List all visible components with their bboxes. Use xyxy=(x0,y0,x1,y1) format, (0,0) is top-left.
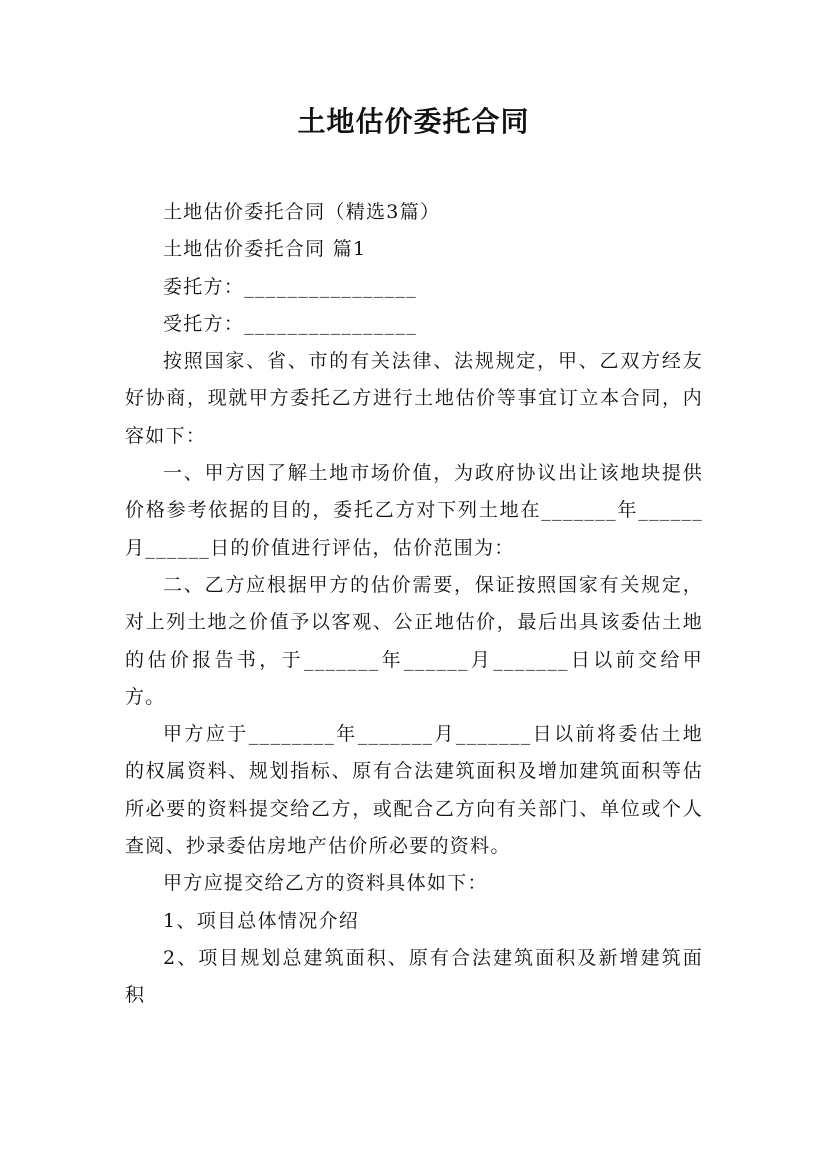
client-party-line: 委托方：________________ xyxy=(163,275,417,298)
list-item: 2、项目规划总建筑面积、原有合法建筑面积及新增建筑面积 xyxy=(125,946,703,1007)
document-body xyxy=(125,194,703,1015)
clause-two-paragraph: 二、乙方应根据甲方的估价需要，保证按照国家有关规定，对上列土地之价值予以客观、公正地估价，最后出具该委估土地的估价报告书，于_______年______月_______日以前交给甲方。 xyxy=(125,573,703,708)
materials-intro-paragraph: 甲方应提交给乙方的资料具体如下： xyxy=(163,872,488,895)
trustee-party-line: 受托方：________________ xyxy=(163,312,417,335)
subtitle-paragraph: 土地估价委托合同（精选3篇） xyxy=(163,201,441,223)
document-title: 土地估价委托合同 xyxy=(297,105,530,138)
preamble-paragraph: 按照国家、省、市的有关法律、法规规定，甲、乙双方经友好协商，现就甲方委托乙方进行土地估价等事宜订立本合同，内容如下： xyxy=(125,350,703,447)
section-heading: 土地估价委托合同 篇1 xyxy=(163,238,367,261)
party-a-materials-paragraph: 甲方应于________年_______月_______日以前将委估土地的权属资料、规划指标、原有合法建筑面积及增加建筑面积等估所必要的资料提交给乙方，或配合乙方向有关部门、单位或个人查阅、抄录委估房地产估价所必要的资料。 xyxy=(125,723,703,858)
clause-one-paragraph: 一、甲方因了解土地市场价值，为政府协议出让该地块提供价格参考依据的目的，委托乙方对下列土地在_______年______月______日的价值进行评估，估价范围为： xyxy=(125,462,703,559)
list-item: 1、项目总体情况介绍 xyxy=(163,909,360,932)
